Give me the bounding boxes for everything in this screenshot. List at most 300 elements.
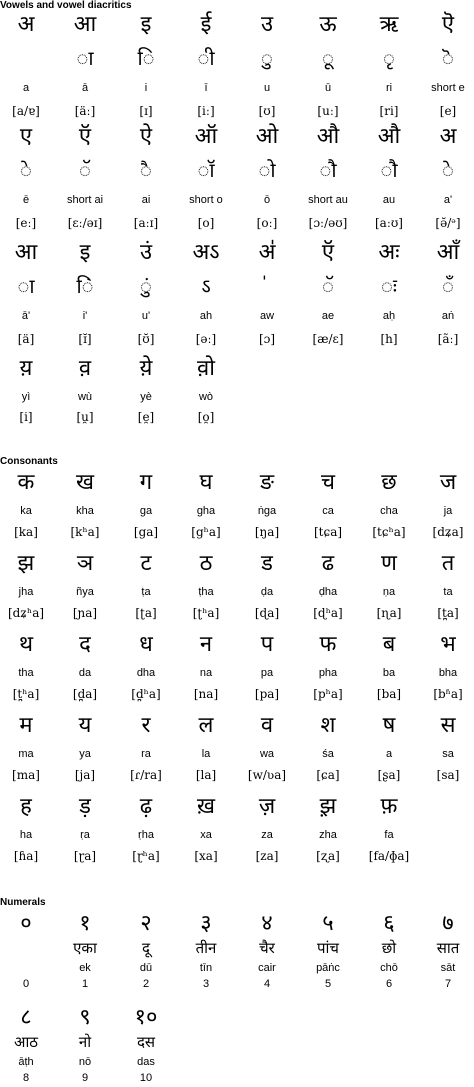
vowel-cell — [420, 120, 474, 230]
vowel-transliteration: ō — [263, 194, 271, 206]
consonant-ipa: [ɕa] — [316, 768, 340, 782]
consonant-letter: ब — [382, 632, 396, 657]
consonant-letter: झ़ — [319, 794, 337, 819]
vowel-letter: औ — [316, 124, 340, 149]
numeral-digit: ७ — [442, 911, 454, 936]
vowel-cell — [300, 236, 356, 346]
vowel-cell — [57, 120, 113, 230]
vowel-ipa: [ʊ̆] — [137, 332, 155, 346]
vowel-transliteration: a — [22, 82, 30, 94]
vowel-ipa: [uː] — [317, 104, 339, 118]
consonant-transliteration: ra — [141, 748, 151, 760]
consonant-transliteration: dha — [136, 667, 156, 679]
consonant-transliteration: ka — [20, 505, 32, 517]
numeral-transliteration: sāt — [440, 962, 456, 974]
consonant-letter: ज — [439, 470, 457, 495]
vowel-letter: ए — [19, 124, 33, 149]
vowel-ipa: [ə̆/ᵊ] — [435, 216, 461, 230]
vowel-ipa: [äː] — [74, 104, 96, 118]
vowel-ipa: [eː] — [15, 216, 37, 230]
vowel-diacritic: ॅ — [322, 274, 334, 298]
vowel-cell — [178, 120, 234, 230]
consonant-transliteration: ṅga — [257, 505, 277, 517]
vowel-diacritic: ी — [197, 46, 215, 70]
vowel-cell — [0, 120, 54, 230]
consonant-ipa: [ʈʰa] — [192, 606, 220, 620]
consonant-cell — [361, 632, 417, 710]
vowel-cell — [0, 236, 54, 346]
vowel-diacritic: ुं — [140, 274, 152, 298]
consonant-ipa: [kʰa] — [70, 525, 100, 539]
vowel-cell — [57, 352, 113, 457]
consonant-ipa: [ʐa] — [316, 849, 340, 863]
numeral-word: चैर — [259, 939, 275, 957]
vowel-cell — [361, 8, 417, 118]
vowel-transliteration: short ai — [66, 194, 104, 206]
consonant-transliteration: ḍha — [318, 586, 338, 598]
vowel-cell — [361, 120, 417, 230]
consonant-cell — [300, 470, 356, 548]
consonant-transliteration: ḍa — [260, 586, 274, 598]
consonant-transliteration: na — [199, 667, 213, 679]
consonant-letter: म — [19, 713, 33, 738]
vowel-ipa: [a/ɐ] — [12, 104, 40, 118]
numeral-transliteration: nō — [78, 1056, 92, 1068]
consonant-transliteration: fa — [384, 829, 394, 841]
consonant-cell — [420, 551, 474, 629]
vowel-ipa: [ä] — [17, 332, 35, 346]
vowel-transliteration: ah — [199, 310, 213, 322]
numeral-cell — [361, 909, 417, 991]
vowel-cell — [0, 8, 54, 118]
vowel-diacritic: ौ — [319, 158, 337, 182]
consonant-transliteration: xa — [200, 829, 212, 841]
consonant-ipa: [d̪ʰa] — [131, 687, 161, 701]
consonant-transliteration: ca — [322, 505, 334, 517]
consonant-ipa: [za] — [255, 849, 279, 863]
consonant-cell — [178, 470, 234, 548]
numeral-value: 5 — [324, 978, 332, 990]
vowel-transliteration: ī — [204, 82, 208, 94]
vowel-diacritic: ृ — [383, 46, 395, 70]
vowel-cell — [57, 236, 113, 346]
vowel-transliteration: ā — [81, 82, 89, 94]
consonant-cell — [300, 551, 356, 629]
numeral-word: आठ — [13, 1033, 39, 1051]
numeral-digit: ८ — [20, 1005, 32, 1030]
consonant-ipa: [ɽʰa] — [132, 849, 160, 863]
consonant-cell — [118, 713, 174, 791]
consonant-letter: य — [78, 713, 92, 738]
vowel-ipa: [ãː] — [437, 332, 459, 346]
numeral-word: सात — [436, 939, 460, 957]
consonants-heading: Consonants — [0, 456, 58, 467]
consonant-cell — [57, 551, 113, 629]
numeral-digit: ० — [20, 911, 32, 936]
numeral-value: 3 — [202, 978, 210, 990]
consonant-cell — [300, 794, 356, 872]
vowel-diacritic: ा — [17, 274, 35, 298]
numeral-word: नो — [78, 1033, 92, 1051]
numeral-digit: ६ — [383, 911, 395, 936]
vowel-transliteration: i' — [82, 310, 88, 322]
vowel-letter: ई — [200, 12, 212, 37]
consonant-letter: स — [440, 713, 456, 738]
numeral-word: दस — [136, 1033, 156, 1051]
consonant-ipa: [dʑa] — [432, 525, 464, 539]
consonant-cell — [0, 632, 54, 710]
consonant-letter: भ — [440, 632, 456, 657]
vowel-cell — [118, 8, 174, 118]
consonant-letter: द — [79, 632, 91, 657]
consonant-ipa: [tɕʰa] — [372, 525, 406, 539]
numeral-digit: १० — [134, 1005, 158, 1030]
vowel-cell — [178, 8, 234, 118]
vowel-transliteration: u — [263, 82, 271, 94]
consonant-transliteration: ga — [139, 505, 153, 517]
numeral-digit: ९ — [79, 1005, 91, 1030]
consonant-transliteration: pha — [318, 667, 338, 679]
consonant-letter: ध — [139, 632, 153, 657]
vowel-transliteration: aw — [259, 310, 275, 322]
vowel-transliteration: yè — [140, 391, 152, 403]
vowel-ipa: [ɪ̆] — [78, 332, 92, 346]
consonant-transliteration: ñya — [76, 586, 94, 598]
vowel-ipa: [e̯] — [137, 410, 155, 424]
consonant-letter: घ — [199, 470, 213, 495]
consonant-transliteration: ṭha — [198, 586, 214, 598]
numeral-value: 6 — [385, 978, 393, 990]
vowel-ipa: [ɛː/əɪ] — [67, 216, 103, 230]
consonant-letter: छ — [381, 470, 397, 495]
consonant-transliteration: da — [78, 667, 92, 679]
consonant-ipa: [la] — [195, 768, 217, 782]
consonant-cell — [0, 470, 54, 548]
vowel-diacritic: े — [20, 158, 32, 182]
consonant-letter: झ — [17, 551, 35, 576]
vowel-transliteration: ri — [385, 82, 393, 94]
consonant-ipa: [ka] — [14, 525, 38, 539]
vowel-diacritic: ा — [76, 46, 94, 70]
vowel-cell — [300, 8, 356, 118]
vowel-letter: अ — [17, 12, 35, 37]
consonant-ipa: [bʱa] — [433, 687, 463, 701]
consonant-ipa: [ɖa] — [254, 606, 280, 620]
consonant-transliteration: ṇa — [382, 586, 396, 598]
vowel-letter: अ॑ — [258, 240, 276, 265]
vowel-cell — [239, 8, 295, 118]
consonant-ipa: [ɽa] — [73, 849, 97, 863]
numeral-cell — [57, 909, 113, 991]
consonant-ipa: [ga] — [133, 525, 159, 539]
consonant-ipa: [ba] — [376, 687, 402, 701]
consonant-transliteration: ṛha — [138, 829, 154, 841]
consonant-letter: थ — [18, 632, 34, 657]
consonant-transliteration: ṛa — [80, 829, 90, 841]
vowel-letter: व़ — [78, 356, 92, 381]
vowel-letter: ऍ — [321, 240, 335, 265]
consonant-cell — [118, 551, 174, 629]
numeral-digit: ३ — [200, 911, 212, 936]
consonant-transliteration: ma — [18, 748, 34, 760]
consonant-ipa: [gʰa] — [191, 525, 221, 539]
vowel-letter: आँ — [436, 240, 460, 265]
consonant-letter: प — [260, 632, 274, 657]
vowel-diacritic: ै — [140, 158, 152, 182]
consonant-letter: ण — [381, 551, 397, 576]
numeral-word: दू — [142, 939, 150, 957]
numeral-cell — [57, 1003, 113, 1085]
vowel-cell — [0, 352, 54, 457]
consonant-transliteration: ha — [19, 829, 33, 841]
numeral-cell — [118, 909, 174, 991]
vowel-transliteration: i — [144, 82, 148, 94]
consonant-cell — [361, 794, 417, 872]
numeral-cell — [239, 909, 295, 991]
vowel-letter: आ — [14, 240, 38, 265]
vowel-diacritic: ो — [258, 158, 276, 182]
numeral-value: 10 — [139, 1072, 153, 1084]
vowel-transliteration: au — [382, 194, 396, 206]
consonant-ipa: [ɳa] — [376, 606, 402, 620]
numeral-transliteration: tīn — [199, 962, 213, 974]
vowel-ipa: [u̯] — [76, 410, 94, 424]
vowel-cell — [178, 236, 234, 346]
consonant-letter: क — [17, 470, 35, 495]
numeral-transliteration: chō — [380, 962, 398, 974]
consonant-cell — [361, 470, 417, 548]
consonant-transliteration: ya — [79, 748, 91, 760]
consonant-cell — [239, 470, 295, 548]
vowel-cell — [118, 236, 174, 346]
vowel-ipa: [ɔ] — [258, 332, 276, 346]
consonant-cell — [239, 551, 295, 629]
numeral-cell — [118, 1003, 174, 1085]
vowel-letter: ऑ — [194, 124, 218, 149]
consonant-ipa: [sa] — [436, 768, 460, 782]
numeral-transliteration: das — [137, 1056, 155, 1068]
vowel-transliteration: ū — [324, 82, 332, 94]
consonant-ipa: [t̪a] — [437, 606, 459, 620]
vowel-letter: उ — [260, 12, 274, 37]
consonant-ipa: [ŋa] — [254, 525, 280, 539]
consonant-cell — [300, 632, 356, 710]
consonant-letter: त — [441, 551, 455, 576]
consonant-ipa: [na] — [193, 687, 219, 701]
vowel-transliteration: short au — [308, 194, 348, 206]
vowel-ipa: [ri] — [379, 104, 399, 118]
vowel-transliteration: ē — [22, 194, 30, 206]
consonant-transliteration: ba — [382, 667, 396, 679]
vowel-letter: इ — [140, 12, 152, 37]
vowel-diacritic: ऽ — [201, 274, 211, 298]
numeral-digit: ४ — [261, 911, 273, 936]
consonant-ipa: [ma] — [12, 768, 40, 782]
numeral-transliteration: pāṅc — [316, 962, 340, 974]
vowel-cell — [118, 352, 174, 457]
vowel-ipa: [o̯] — [197, 410, 215, 424]
consonant-ipa: [w/ʋa] — [247, 768, 287, 782]
consonant-transliteration: a — [385, 748, 393, 760]
vowel-diacritic: ः — [381, 274, 397, 298]
consonant-transliteration: ja — [443, 505, 453, 517]
consonant-transliteration: za — [261, 829, 273, 841]
consonant-ipa: [ja] — [74, 768, 96, 782]
consonant-ipa: [pa] — [254, 687, 280, 701]
consonant-transliteration: la — [201, 748, 211, 760]
vowel-diacritic — [239, 274, 295, 298]
vowel-transliteration: wù — [77, 391, 93, 403]
vowel-letter: य़े — [139, 356, 153, 381]
vowel-letter: य़ — [19, 356, 33, 381]
numerals-heading: Numerals — [0, 897, 46, 908]
consonant-letter: ख — [76, 470, 94, 495]
vowel-letter: औ — [377, 124, 401, 149]
vowel-ipa: [ɪ] — [139, 104, 153, 118]
vowel-diacritic: िं — [76, 274, 94, 298]
consonant-cell — [178, 794, 234, 872]
numeral-value: 1 — [81, 978, 89, 990]
numeral-value: 2 — [142, 978, 150, 990]
consonant-letter: फ़ — [380, 794, 398, 819]
vowel-transliteration: ai — [141, 194, 151, 206]
numeral-digit: ५ — [322, 911, 334, 936]
vowel-diacritic: ि — [137, 46, 155, 70]
consonant-letter: ड — [261, 551, 273, 576]
consonant-cell — [239, 794, 295, 872]
consonant-letter: व — [260, 713, 274, 738]
numeral-transliteration: cair — [258, 962, 276, 974]
consonant-cell — [361, 713, 417, 791]
vowel-letter: आ — [73, 12, 97, 37]
vowel-ipa: [ʊ] — [258, 104, 276, 118]
consonant-letter: ठ — [199, 551, 213, 576]
consonant-letter: ढ़ — [139, 794, 153, 819]
consonant-letter: न — [199, 632, 213, 657]
vowel-letter: व़ो — [197, 356, 215, 381]
consonant-cell — [57, 470, 113, 548]
consonant-ipa: [ɖʰa] — [313, 606, 343, 620]
numeral-cell — [300, 909, 356, 991]
numeral-value: 8 — [22, 1072, 30, 1084]
numeral-digit: २ — [140, 911, 152, 936]
consonant-cell — [0, 794, 54, 872]
consonant-cell — [178, 632, 234, 710]
numeral-cell — [0, 1003, 54, 1085]
numeral-word: छो — [381, 939, 397, 957]
consonant-letter: ग — [139, 470, 153, 495]
vowel-diacritic: ँ — [442, 274, 454, 298]
consonant-cell — [57, 713, 113, 791]
vowel-letter: इ — [79, 240, 91, 265]
consonant-letter: ङ — [259, 470, 274, 495]
vowel-letter: ओ — [255, 124, 279, 149]
vowel-transliteration: ā' — [21, 310, 31, 322]
consonant-ipa: [pʰa] — [313, 687, 343, 701]
numeral-transliteration: ek — [79, 962, 91, 974]
vowels-heading: Vowels and vowel diacritics — [0, 0, 132, 11]
vowel-transliteration: aḥ — [382, 310, 396, 322]
vowel-letter: अः — [378, 240, 400, 265]
vowel-ipa: [oː] — [256, 216, 278, 230]
vowel-transliteration: wò — [198, 391, 214, 403]
vowel-transliteration: ae — [321, 310, 335, 322]
consonant-ipa: [ʈa] — [135, 606, 157, 620]
consonant-ipa: [ʂa] — [377, 768, 401, 782]
consonant-cell — [178, 551, 234, 629]
vowel-cell — [57, 8, 113, 118]
numeral-transliteration: āṭh — [18, 1056, 34, 1068]
consonant-transliteration: cha — [380, 505, 398, 517]
consonant-transliteration: wa — [259, 748, 275, 760]
consonant-transliteration: zha — [319, 829, 337, 841]
vowel-cell — [178, 352, 234, 457]
consonant-transliteration: sa — [442, 748, 454, 760]
vowel-cell — [361, 236, 417, 346]
consonant-letter: ख़ — [197, 794, 215, 819]
consonant-letter: च — [321, 470, 335, 495]
consonant-letter: फ — [319, 632, 337, 657]
vowel-ipa: [əː] — [195, 332, 217, 346]
consonant-cell — [57, 794, 113, 872]
vowel-ipa: [æ/ɛ] — [312, 332, 344, 346]
consonant-transliteration: kha — [76, 505, 94, 517]
vowel-diacritic: ॆ — [442, 46, 454, 70]
vowel-letter: ऍ — [78, 124, 92, 149]
consonant-cell — [239, 713, 295, 791]
vowel-transliteration: short o — [189, 194, 223, 206]
vowel-letter: ऐ — [139, 124, 153, 149]
vowel-letter: अ — [439, 124, 457, 149]
numeral-cell — [178, 909, 234, 991]
consonant-letter: ट — [140, 551, 152, 576]
numeral-value: 4 — [263, 978, 271, 990]
vowel-transliteration: aṅ — [441, 310, 455, 322]
consonant-cell — [178, 713, 234, 791]
vowel-transliteration: u' — [141, 310, 151, 322]
vowel-ipa: [e] — [439, 104, 457, 118]
numeral-value: 0 — [22, 978, 30, 990]
numeral-transliteration: dū — [139, 962, 153, 974]
vowel-letter: उं — [139, 240, 153, 265]
consonant-ipa: [tɕa] — [313, 525, 343, 539]
vowel-ipa: [iː] — [197, 104, 215, 118]
numeral-cell — [420, 909, 474, 991]
consonant-transliteration: ta — [443, 586, 453, 598]
vowel-cell — [420, 236, 474, 346]
vowel-cell — [118, 120, 174, 230]
consonant-cell — [0, 713, 54, 791]
vowel-letter: अऽ — [192, 240, 220, 265]
vowel-diacritic: ौ — [380, 158, 398, 182]
vowel-ipa: [aːɪ] — [133, 216, 159, 230]
consonant-cell — [420, 713, 474, 791]
consonant-cell — [118, 794, 174, 872]
consonant-letter: ढ — [321, 551, 335, 576]
numeral-word: पांच — [317, 939, 339, 957]
vowel-diacritic: े — [442, 158, 454, 182]
consonant-cell — [239, 632, 295, 710]
consonant-cell — [118, 632, 174, 710]
vowel-transliteration: short e — [431, 82, 465, 94]
numeral-digit: १ — [79, 911, 91, 936]
consonant-letter: ज़ — [258, 794, 276, 819]
vowel-diacritic: ॉ — [197, 158, 215, 182]
consonant-ipa: [t̪ʰa] — [12, 687, 40, 701]
consonant-ipa: [d̪a] — [72, 687, 98, 701]
vowel-transliteration: a' — [443, 194, 453, 206]
vowel-ipa: [o] — [197, 216, 215, 230]
